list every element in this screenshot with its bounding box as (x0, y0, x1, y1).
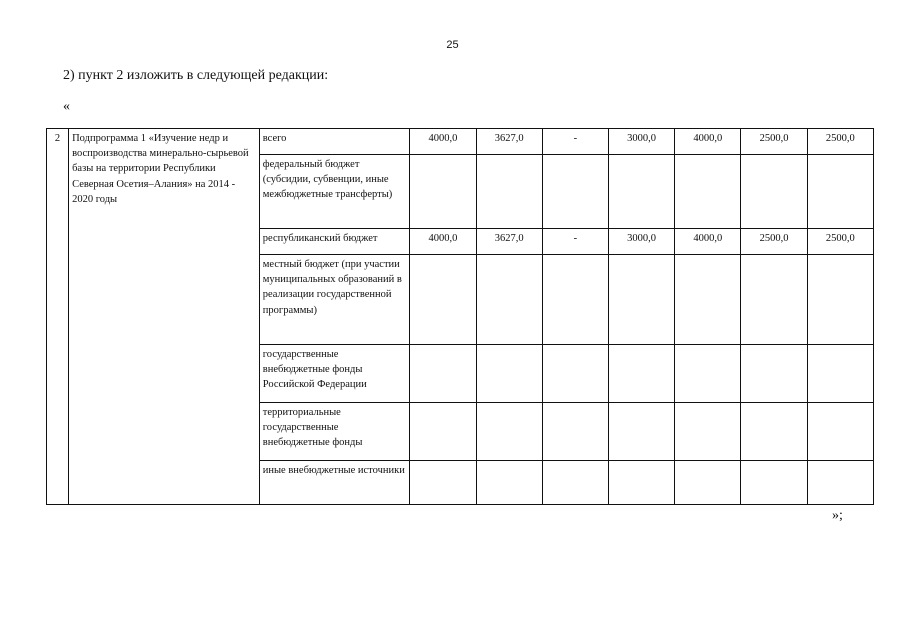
funding-source-cell: федеральный бюджет (субсидии, субвенции, иные межбюджетные трансферты) (259, 155, 410, 229)
funding-source-cell: местный бюджет (при участии муниципальных образований в реализации государственной программы) (259, 255, 410, 345)
value-cell (807, 345, 873, 403)
value-cell (542, 255, 608, 345)
instruction-text: 2) пункт 2 изложить в следующей редакции: (63, 68, 329, 83)
funding-source-cell: территориальные государственные внебюджетные фонды (259, 403, 410, 461)
funding-source-cell: иные внебюджетные источники (259, 461, 410, 505)
value-cell: - (542, 129, 608, 155)
value-cell: 3627,0 (476, 229, 542, 255)
funding-source-cell: республиканский бюджет (259, 229, 410, 255)
value-cell: 2500,0 (807, 229, 873, 255)
value-cell (542, 461, 608, 505)
budget-table (46, 128, 874, 505)
value-cell (609, 155, 675, 229)
value-cell (542, 345, 608, 403)
funding-source-cell: всего (259, 129, 410, 155)
table-row (47, 129, 874, 155)
value-cell (410, 461, 476, 505)
page-number: 25 (446, 39, 459, 51)
value-cell (542, 403, 608, 461)
value-cell: 3000,0 (609, 129, 675, 155)
value-cell (609, 345, 675, 403)
value-cell (741, 255, 807, 345)
value-cell (609, 255, 675, 345)
close-quote: »; (832, 508, 843, 523)
value-cell (807, 155, 873, 229)
value-cell (675, 155, 741, 229)
row-number-cell: 2 (47, 129, 69, 505)
value-cell (609, 403, 675, 461)
value-cell: 2500,0 (741, 129, 807, 155)
value-cell (807, 403, 873, 461)
value-cell (410, 345, 476, 403)
value-cell (675, 461, 741, 505)
value-cell (675, 403, 741, 461)
value-cell (410, 255, 476, 345)
value-cell: 4000,0 (675, 129, 741, 155)
value-cell (807, 461, 873, 505)
value-cell (807, 255, 873, 345)
value-cell (741, 155, 807, 229)
value-cell (741, 403, 807, 461)
value-cell: 2500,0 (807, 129, 873, 155)
program-name-cell: Подпрограмма 1 «Изучение недр и воспроизводства минерально-сырьевой базы на территории Республики Северная Осетия–Алания» на 2014 - 2020 годы (69, 129, 260, 505)
value-cell (476, 461, 542, 505)
value-cell (410, 155, 476, 229)
value-cell (476, 155, 542, 229)
value-cell (410, 403, 476, 461)
funding-source-cell: государственные внебюджетные фонды Российской Федерации (259, 345, 410, 403)
value-cell (542, 155, 608, 229)
open-quote: « (63, 99, 70, 114)
value-cell: 4000,0 (410, 229, 476, 255)
value-cell (675, 345, 741, 403)
value-cell: 3627,0 (476, 129, 542, 155)
value-cell (741, 461, 807, 505)
value-cell (476, 255, 542, 345)
value-cell: 4000,0 (675, 229, 741, 255)
value-cell: - (542, 229, 608, 255)
value-cell: 4000,0 (410, 129, 476, 155)
value-cell (609, 461, 675, 505)
value-cell: 3000,0 (609, 229, 675, 255)
value-cell (741, 345, 807, 403)
value-cell (675, 255, 741, 345)
value-cell (476, 403, 542, 461)
value-cell: 2500,0 (741, 229, 807, 255)
value-cell (476, 345, 542, 403)
